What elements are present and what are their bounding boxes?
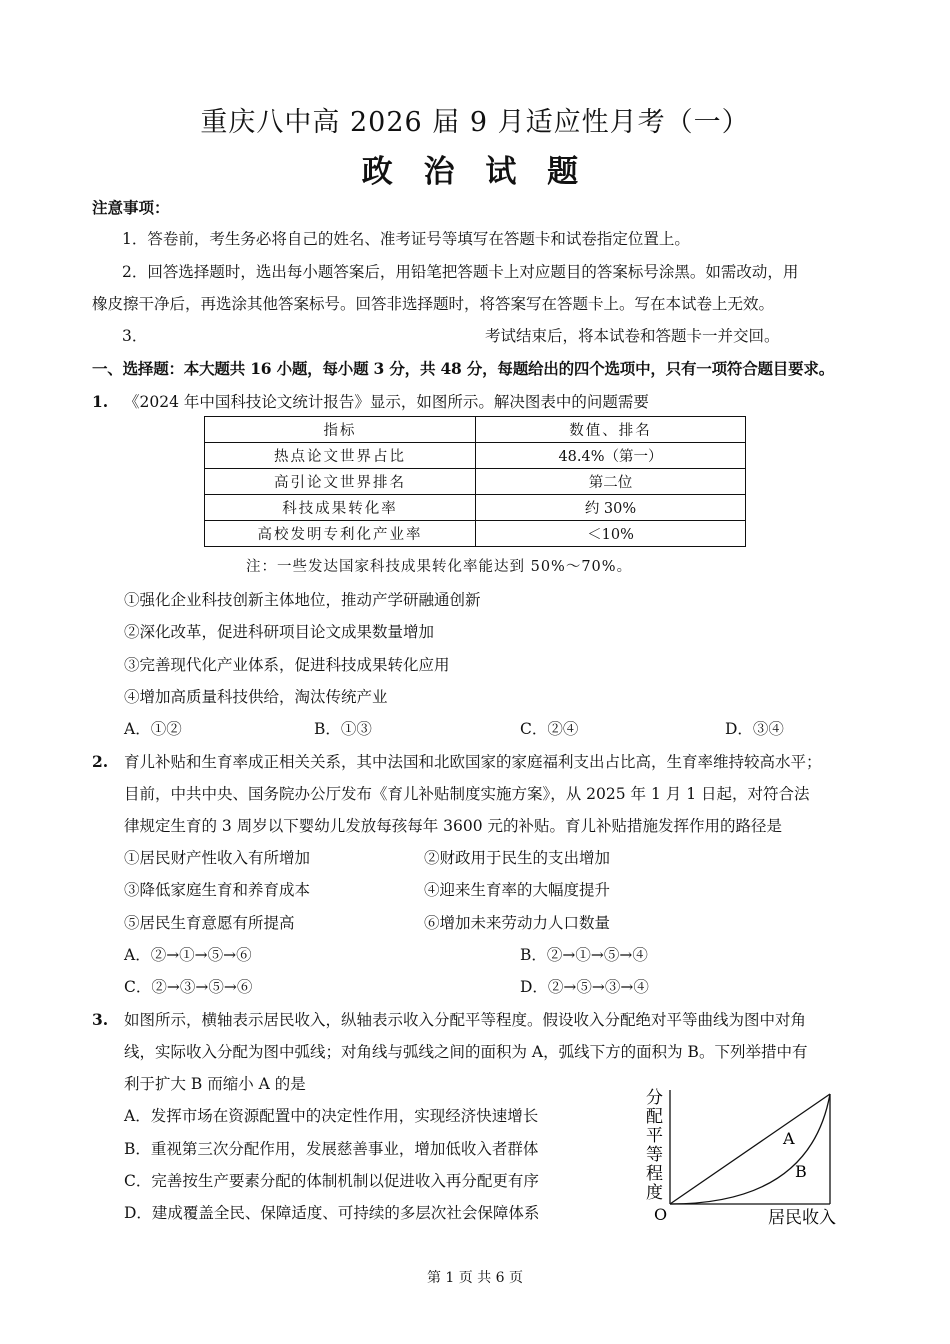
q2-stem-line-2: 目前，中共中央、国务院办公厅发布《育儿补贴制度实施方案》，从 2025 年 1 月 1 日起，对符合法 [124, 785, 810, 803]
q2-item-4: ④迎来生育率的大幅度提升 [424, 881, 611, 899]
area-a-label: A [783, 1129, 795, 1148]
y-axis-label-char: 等 [646, 1145, 663, 1165]
q3-stem-line-2: 线，实际收入分配为图中弧线；对角线与弧线之间的面积为 A，弧线下方的面积为 B。下列举措中有 [124, 1043, 808, 1061]
q1-item-1: ①强化企业科技创新主体地位，推动产学研融通创新 [124, 591, 481, 609]
q3-option-a[interactable]: A．发挥市场在资源配置中的决定性作用，实现经济快速增长 [124, 1107, 539, 1125]
equality-diagonal [670, 1094, 830, 1204]
q2-option-a[interactable]: A．②→①→⑤→⑥ [124, 946, 252, 964]
q1-option-b[interactable]: B．①③ [314, 720, 372, 738]
q2-item-6: ⑥增加未来劳动力人口数量 [424, 914, 611, 932]
q2-number: 2. [92, 752, 109, 771]
q2-item-2: ②财政用于民生的支出增加 [424, 849, 611, 867]
q2-option-d[interactable]: D．②→⑤→③→④ [520, 978, 649, 996]
table-cell: 高引论文世界排名 [205, 469, 476, 495]
y-axis-label-char: 配 [646, 1107, 663, 1127]
y-axis-label-char: 度 [646, 1183, 663, 1203]
q1-data-table [204, 416, 746, 547]
table-cell: ＜10% [476, 521, 746, 547]
q3-option-c[interactable]: C．完善按生产要素分配的体制机制以促进收入再分配更有序 [124, 1172, 539, 1190]
table-cell: 热点论文世界占比 [205, 443, 476, 469]
table-row [205, 469, 746, 495]
q1-option-d[interactable]: D．③④ [725, 720, 784, 738]
q1-item-4: ④增加高质量科技供给，淘汰传统产业 [124, 688, 388, 706]
q2-item-1: ①居民财产性收入有所增加 [124, 849, 311, 867]
y-axis-label-char: 分 [646, 1088, 663, 1108]
table-cell: 科技成果转化率 [205, 495, 476, 521]
table-cell: 48.4%（第一） [476, 443, 746, 469]
q1-item-3: ③完善现代化产业体系，促进科技成果转化应用 [124, 656, 450, 674]
q2-option-c[interactable]: C．②→③→⑤→⑥ [124, 978, 253, 996]
table-cell: 第二位 [476, 469, 746, 495]
origin-label: O [654, 1205, 668, 1224]
table-row [205, 495, 746, 521]
q1-item-2: ②深化改革，促进科研项目论文成果数量增加 [124, 623, 435, 641]
notice-item-3-number: 3． [122, 327, 148, 345]
table-row [205, 521, 746, 547]
table-cell: 约 30% [476, 495, 746, 521]
q1-stem: 《2024 年中国科技论文统计报告》显示，如图所示。解决图表中的问题需要 [124, 393, 649, 411]
section-1-heading: 一、选择题：本大题共 16 小题，每小题 3 分，共 48 分，每题给出的四个选项中，只有一项符合题目要求。 [92, 359, 835, 378]
notice-item-1: 1．答卷前，考生务必将自己的姓名、准考证号等填写在答题卡和试卷指定位置上。 [122, 230, 690, 248]
q3-stem-line-3: 利于扩大 B 而缩小 A 的是 [124, 1075, 306, 1093]
notice-item-2-line-2: 橡皮擦干净后，再选涂其他答案标号。回答非选择题时，将答案写在答题卡上。写在本试卷上无效。 [92, 295, 775, 313]
q2-stem-line-3: 律规定生育的 3 周岁以下婴幼儿发放每孩每年 3600 元的补贴。育儿补贴措施发挥作用的路径是 [124, 817, 783, 835]
q3-option-b[interactable]: B．重视第三次分配作用，发展慈善事业，增加低收入者群体 [124, 1140, 539, 1158]
exam-title: 重庆八中高 2026 届 9 月适应性月考（一） [200, 107, 750, 138]
exam-subject: 政 治 试 题 [361, 154, 589, 190]
y-axis-label-char: 程 [646, 1164, 663, 1184]
q1-option-c[interactable]: C．②④ [520, 720, 579, 738]
q1-option-a[interactable]: A．①② [124, 720, 182, 738]
notice-item-2-line-1: 2．回答选择题时，选出每小题答案后，用铅笔把答题卡上对应题目的答案标号涂黑。如需改动，用 [122, 263, 799, 281]
notice-item-3-text: 考试结束后，将本试卷和答题卡一并交回。 [485, 327, 780, 345]
y-axis-label-char: 平 [646, 1126, 663, 1146]
q2-option-b[interactable]: B．②→①→⑤→④ [520, 946, 648, 964]
q2-stem-line-1: 育儿补贴和生育率成正相关关系，其中法国和北欧国家的家庭福利支出占比高，生育率维持较高水平； [124, 753, 822, 771]
table-header-row [205, 417, 746, 443]
x-axis-label: 居民收入 [768, 1208, 836, 1228]
table-header-cell: 数值、排名 [476, 417, 746, 443]
q2-item-5: ⑤居民生育意愿有所提高 [124, 914, 295, 932]
q1-table-note: 注：一些发达国家科技成果转化率能达到 50%～70%。 [246, 559, 633, 575]
q3-option-d[interactable]: D．建成覆盖全民、保障适度、可持续的多层次社会保障体系 [124, 1204, 540, 1222]
area-b-label: B [795, 1162, 807, 1181]
table-cell: 高校发明专利化产业率 [205, 521, 476, 547]
table-header-cell: 指标 [205, 417, 476, 443]
q3-stem-line-1: 如图所示，横轴表示居民收入，纵轴表示收入分配平等程度。假设收入分配绝对平等曲线为图中对角 [124, 1011, 807, 1029]
q1-number: 1. [92, 392, 109, 411]
q3-number: 3. [92, 1010, 109, 1029]
table-row [205, 443, 746, 469]
q3-income-distribution-diagram [640, 1080, 860, 1230]
notice-heading: 注意事项： [92, 198, 170, 217]
q2-item-3: ③降低家庭生育和养育成本 [124, 881, 311, 899]
page-number: 第 1 页 共 6 页 [426, 1270, 524, 1286]
